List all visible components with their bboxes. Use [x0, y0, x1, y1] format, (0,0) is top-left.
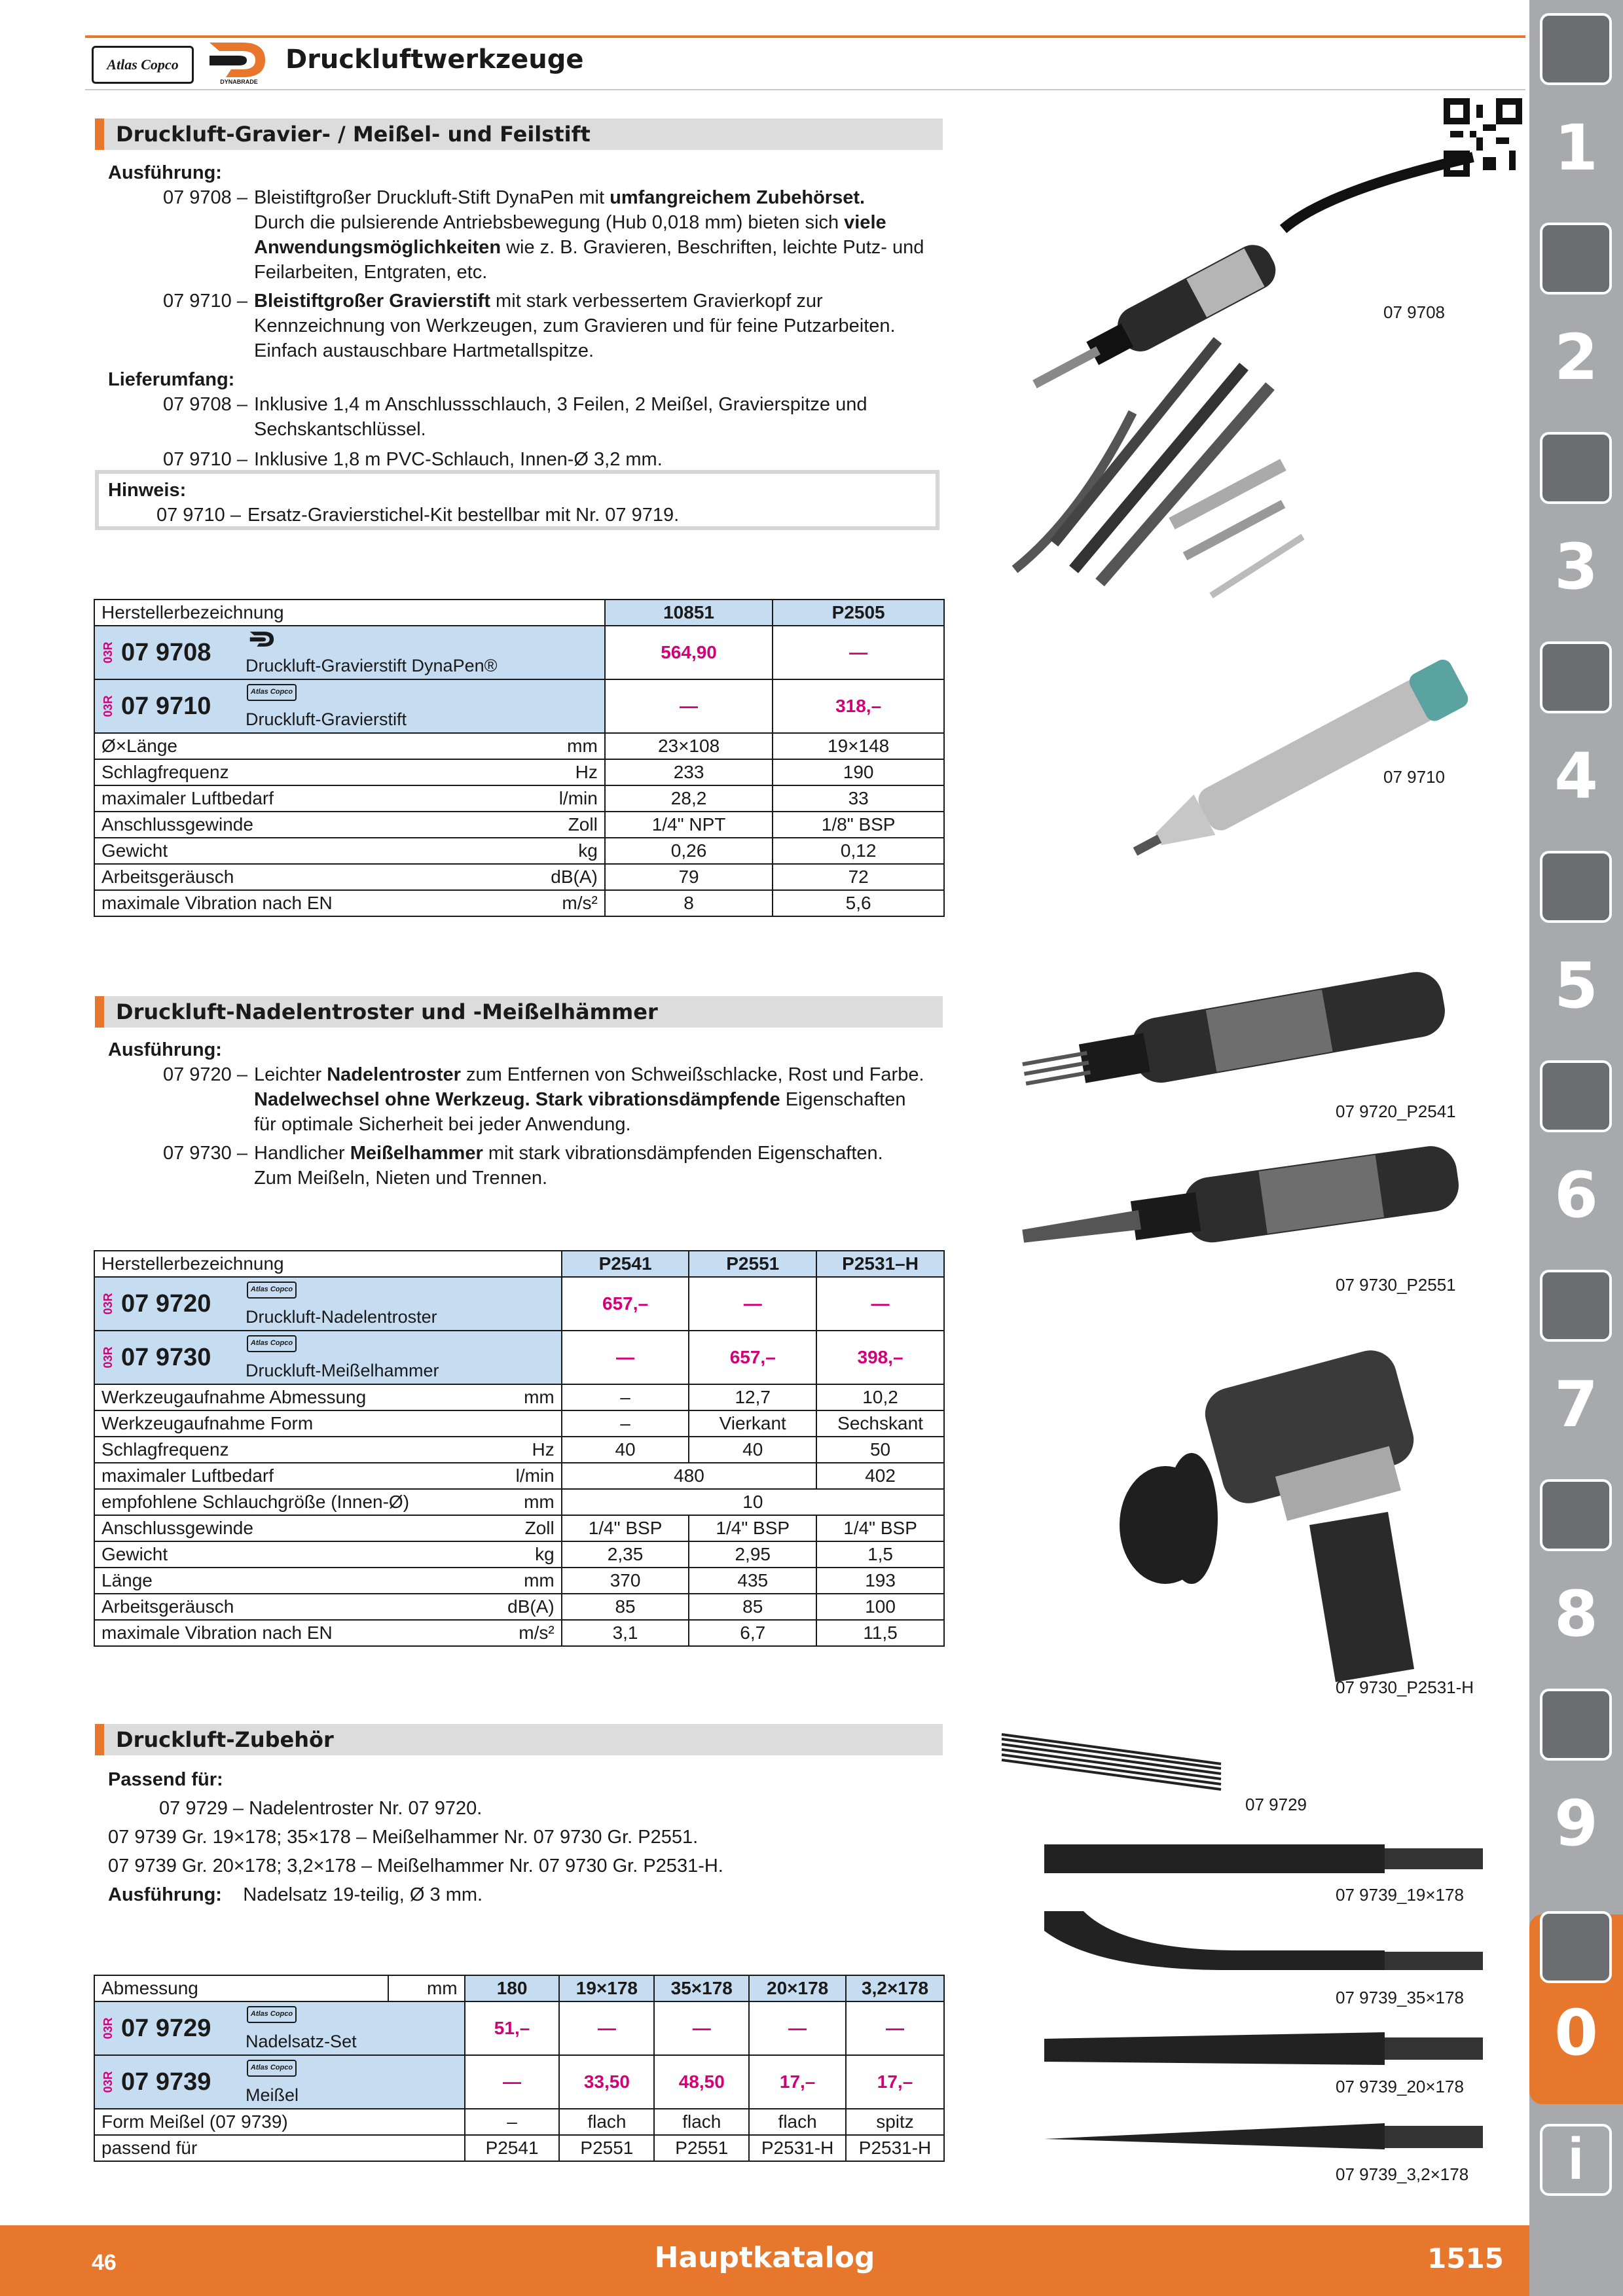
meissel-3-2x178-image	[1044, 2114, 1486, 2160]
atlas-copco-logo: Atlas Copco	[247, 684, 297, 701]
chapter-number[interactable]: 6	[1554, 1158, 1598, 1232]
product-row-079708: 03R 07 9708 Druckluft-Gravierstift DynaPen®	[94, 626, 605, 679]
chapter-2-icon[interactable]	[1540, 223, 1612, 295]
spec-row: empfohlene Schlauchgröße (Innen-Ø) mm 10	[94, 1489, 944, 1515]
atlas-copco-logo: Atlas Copco	[92, 46, 194, 84]
spec-row: Anschlussgewinde Zoll 1/4" NPT 1/8" BSP	[94, 812, 944, 838]
page-title: Druckluftwerkzeuge	[285, 45, 584, 75]
price-cell: —	[605, 679, 773, 733]
dynabrade-logo	[206, 39, 272, 85]
product-row-079730: 03R 07 9730 Atlas Copco Druckluft-Meißelhammer	[94, 1331, 562, 1384]
spec-row: Gewicht kg 0,26 0,12	[94, 838, 944, 864]
meisselhammer-p2551-image	[1015, 1132, 1493, 1283]
section1-description: Ausführung: 07 9708 – Bleistiftgroßer Druckluft-Stift DynaPen mit umfangreichem Zubehörset. Durch die pulsierende Antriebsbewegung (Hub 0,018 mm) bieten sich viele Anwendungsmöglichkeiten wie z. B. Gravieren, Beschriften, leichte Putz- und Feilarbeiten, Entgraten, etc. 07 9710 – Bleistiftgroßer Gravierstift mit stark verbessertem Gravierkopf zur Kennzeichnung von Werkzeugen, zum Gravieren und für feine Putzarbeiten. Einfach austauschbare Hartmetallspitze. Lieferumfang: 07 9708 – Inklusive 1,4 m Anschlussschlauch, 3 Feilen, 2 Meißel, Gravierspitze und Sechskantschlüssel. 07 9710 – Inklusive 1,8 m PVC-Schlauch, Innen-Ø 3,2 mm.	[108, 162, 924, 470]
catalog-name: Hauptkatalog	[654, 2241, 875, 2274]
image-caption: 07 9739_35×178	[1336, 1988, 1464, 2007]
section3-description: Passend für: 07 9729 – Nadelentroster Nr. 07 9720. 07 9739 Gr. 19×178; 35×178 – Meißelhammer Nr. 07 9730 Gr. P2551. 07 9739 Gr. 20×178; 3,2×178 – Meißelhammer Nr. 07 9730 Gr. P2531-H. Ausführung: Nadelsatz 19-teilig, Ø 3 mm.	[108, 1769, 723, 1905]
chapter-number[interactable]: 4	[1554, 740, 1598, 813]
chapter-number[interactable]: 7	[1554, 1368, 1598, 1441]
chapter-8-icon[interactable]	[1540, 1479, 1612, 1551]
meissel-19x178-image	[1044, 1839, 1486, 1878]
spec-row: Schlagfrequenz Hz 40 40 50	[94, 1437, 944, 1463]
hinweis-box: Hinweis: 07 9710 – Ersatz-Gravierstichel-Kit bestellbar mit Nr. 07 9719.	[95, 470, 939, 530]
dynapen-image	[1002, 151, 1486, 622]
chapter-number[interactable]: 5	[1554, 949, 1598, 1022]
page-number-right: 1515	[1427, 2242, 1504, 2274]
info-icon[interactable]: i	[1540, 2124, 1612, 2196]
chapter-6-icon[interactable]	[1540, 1060, 1612, 1132]
chapter-4-icon[interactable]	[1540, 641, 1612, 713]
spec-row: maximale Vibration nach EN m/s² 8 5,6	[94, 890, 944, 916]
image-caption: 07 9739_19×178	[1336, 1885, 1464, 1905]
meissel-35x178-image	[1044, 1905, 1486, 1983]
product-row-079739: 03R 07 9739 Atlas Copco Meißel	[94, 2055, 465, 2109]
section-header-nadelentroster: Druckluft-Nadelentroster und -Meißelhämmer	[95, 996, 943, 1028]
atlas-copco-logo: Atlas Copco	[247, 1335, 297, 1352]
spec-row: maximaler Luftbedarf l/min 480 402	[94, 1463, 944, 1489]
spec-row: Ø×Länge mm 23×108 19×148	[94, 733, 944, 759]
chapter-7-icon[interactable]	[1540, 1270, 1612, 1342]
atlas-copco-logo: Atlas Copco	[247, 1282, 297, 1299]
chapter-3-icon[interactable]	[1540, 432, 1612, 504]
header-top-rule	[85, 35, 1525, 38]
chapter-9-icon[interactable]	[1540, 1689, 1612, 1761]
product-row-079729: 03R 07 9729 Atlas Copco Nadelsatz-Set	[94, 2001, 465, 2055]
page-number-left: 46	[92, 2250, 117, 2275]
image-caption: 07 9730_P2551	[1336, 1275, 1456, 1295]
nadelentroster-image	[1015, 962, 1493, 1113]
image-caption: 07 9720_P2541	[1336, 1102, 1456, 1121]
spec-row: maximale Vibration nach EN m/s² 3,1 6,7 11,5	[94, 1620, 944, 1646]
price-cell: —	[773, 626, 944, 679]
nadelsatz-image	[998, 1725, 1228, 1803]
product-row-079720: 03R 07 9720 Atlas Copco Druckluft-Nadelentroster	[94, 1277, 562, 1331]
chapter-number[interactable]: 0	[1554, 1996, 1598, 2070]
product-table-gravierstift	[94, 599, 945, 917]
atlas-copco-logo: Atlas Copco	[247, 2006, 297, 2023]
spec-row: Werkzeugaufnahme Form – Vierkant Sechskant	[94, 1410, 944, 1437]
spec-row: Arbeitsgeräusch dB(A) 79 72	[94, 864, 944, 890]
price-cell: 564,90	[605, 626, 773, 679]
chapter-number[interactable]: 2	[1554, 321, 1598, 394]
spec-row: Länge mm 370 435 193	[94, 1568, 944, 1594]
chapter-number[interactable]: 1	[1554, 111, 1598, 185]
chapter-0-icon[interactable]	[1540, 1911, 1612, 1983]
image-caption: 07 9710	[1383, 767, 1445, 787]
section2-description: Ausführung: 07 9720 – Leichter Nadelentroster zum Entfernen von Schweißschlacke, Rost und Farbe. Nadelwechsel ohne Werkzeug. Stark vibrationsdämpfende Eigenschaften für optimale Sicherheit bei jeder Anwendung. 07 9730 – Handlicher Meißelhammer mit stark vibrationsdämpfenden Eigenschaften. Zum Meißeln, Nieten und Trennen.	[108, 1039, 924, 1189]
image-caption: 07 9708	[1383, 302, 1445, 322]
image-caption: 07 9730_P2531-H	[1336, 1677, 1474, 1697]
chapter-1-icon[interactable]	[1540, 13, 1612, 85]
dynabrade-logo	[247, 630, 278, 650]
table-header-label: Herstellerbezeichnung	[94, 600, 605, 626]
chapter-number[interactable]: 9	[1554, 1787, 1598, 1860]
header-bottom-rule	[85, 89, 1525, 90]
product-row-079710: 03R 07 9710 Atlas Copco Druckluft-Gravierstift	[94, 679, 605, 733]
gravierstift-image	[1113, 655, 1493, 870]
atlas-copco-logo: Atlas Copco	[247, 2060, 297, 2077]
price-cell: 318,–	[773, 679, 944, 733]
spec-row: maximaler Luftbedarf l/min 28,2 33	[94, 785, 944, 812]
spec-row: Gewicht kg 2,35 2,95 1,5	[94, 1541, 944, 1568]
chapter-5-icon[interactable]	[1540, 851, 1612, 923]
image-caption: 07 9739_20×178	[1336, 2077, 1464, 2096]
image-caption: 07 9739_3,2×178	[1336, 2164, 1469, 2184]
product-table-zubehoer: Abmessung mm 180 19×178 35×178 20×178 3,2×178 03R 07 9729 Atlas Copco Nadelsatz-Set 51,– — — — — 03R 07 9739 Atlas Copco Meißel — 33,50 48,50 17,– 17,– Form Meißel (07 9739) – flach flach flach spitz passend für P2541 P2551 P2551 P2531-H P2531-H	[94, 1975, 945, 2162]
section-header-gravierstift: Druckluft-Gravier- / Meißel- und Feilstift	[95, 118, 943, 150]
table-header-col: 10851	[605, 600, 773, 626]
meissel-20x178-image	[1044, 2026, 1486, 2078]
meisselhammer-p2531h-image	[1113, 1316, 1480, 1689]
spec-row: Werkzeugaufnahme Abmessung mm – 12,7 10,2	[94, 1384, 944, 1410]
svg-text:DYNABRADE: DYNABRADE	[220, 79, 258, 85]
table-header-col: P2505	[773, 600, 944, 626]
spec-row: Arbeitsgeräusch dB(A) 85 85 100	[94, 1594, 944, 1620]
spec-row: Anschlussgewinde Zoll 1/4" BSP 1/4" BSP 1/4" BSP	[94, 1515, 944, 1541]
image-caption: 07 9729	[1245, 1795, 1307, 1814]
section-header-zubehoer: Druckluft-Zubehör	[95, 1724, 943, 1755]
product-table-nadelentroster: Herstellerbezeichnung P2541 P2551 P2531–H 03R 07 9720 Atlas Copco Druckluft-Nadelentroster 657,– — — 03R 07 9730 Atlas Copco Druckluft-Meißelhammer — 657,– 398,– Werkzeugaufnahme Abmessung mm – 12,7 10,2 Werkzeugaufnahme Form – Vierkant Sechskant Schlagfrequenz Hz 40 40 50 maximaler Luftbedarf l/min 480 402 empfohlene Schlauchgröße (Innen-Ø) mm 10 Anschlussgewinde Zoll 1/4" BSP 1/4" BSP 1/4" BSP Gewicht kg 2,35 2,95 1,5 Länge mm 370 435 193 Arbeitsgeräusch dB(A) 85 85 100 maximale Vibration nach EN m/s² 3,1 6,7 11,5	[94, 1250, 945, 1647]
spec-row: Schlagfrequenz Hz 233 190	[94, 759, 944, 785]
chapter-number[interactable]: 8	[1554, 1577, 1598, 1651]
chapter-number[interactable]: 3	[1554, 530, 1598, 603]
